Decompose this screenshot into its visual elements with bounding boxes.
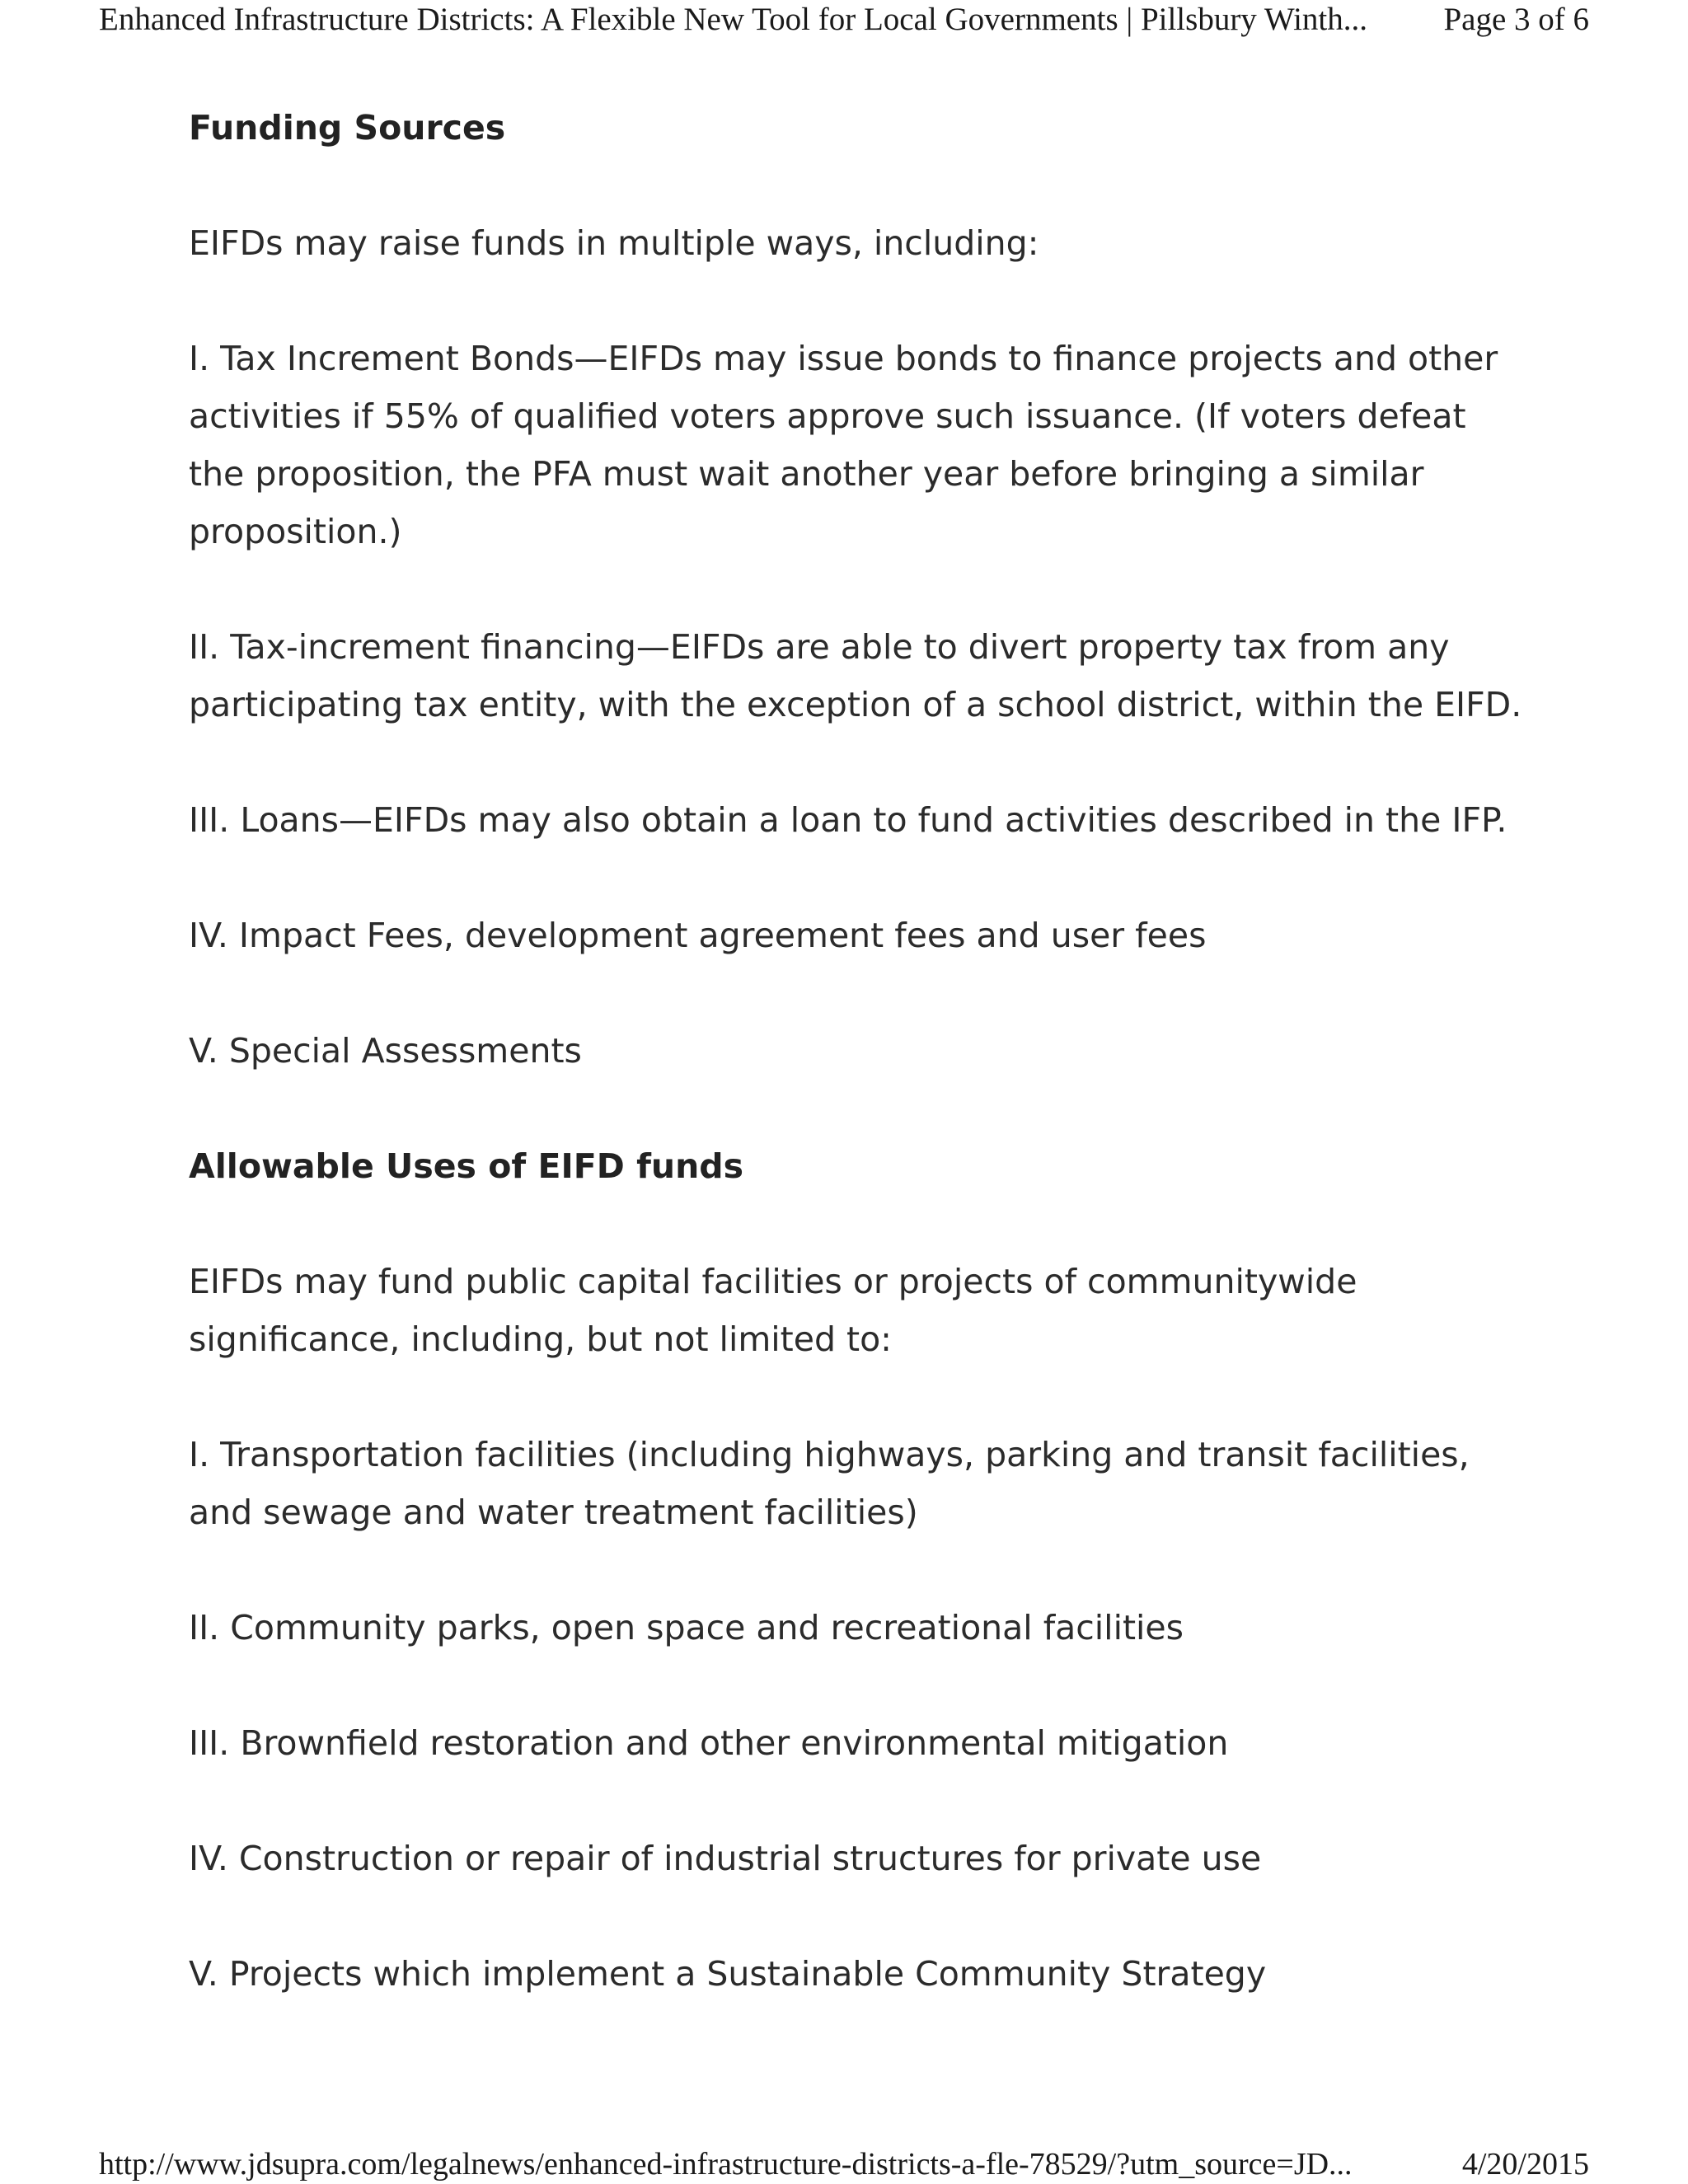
print-header: [99, 0, 1589, 41]
article-body: [189, 99, 1524, 2003]
uses-item-2: II. Community parks, open space and recreational facilities: [189, 1608, 1184, 1647]
funding-item-4: IV. Impact Fees, development agreement fees and user fees: [189, 916, 1207, 955]
funding-sources-heading: Funding Sources: [189, 108, 506, 148]
print-footer: [99, 2145, 1589, 2184]
print-footer-date: 4/20/2015: [1461, 2147, 1589, 2182]
funding-item-1: I. Tax Increment Bonds—EIFDs may issue bonds to finance projects and other activities if 55% of qualified voters approve such issuance. (If voters defeat the proposition, the PFA must wait another year before bringing a similar proposition.): [189, 339, 1498, 551]
allowable-uses-heading: Allowable Uses of EIFD funds: [189, 1146, 744, 1186]
funding-item-3: III. Loans—EIFDs may also obtain a loan to fund activities described in the IFP.: [189, 800, 1507, 840]
uses-item-4: IV. Construction or repair of industrial structures for private use: [189, 1839, 1262, 1878]
uses-item-1: I. Transportation facilities (including highways, parking and transit facilities, and sewage and water treatment facilities): [189, 1435, 1470, 1532]
funding-item-5: V. Special Assessments: [189, 1031, 582, 1071]
print-footer-url: http://www.jdsupra.com/legalnews/enhanced-infrastructure-districts-a-fle-78529/?utm_source=JD...: [99, 2147, 1353, 2182]
funding-item-2: II. Tax-increment financing—EIFDs are able to divert property tax from any participating tax entity, with the exception of a school district, within the EIFD.: [189, 627, 1522, 724]
print-header-page-number: Page 3 of 6: [1443, 2, 1589, 37]
funding-intro: EIFDs may raise funds in multiple ways, including:: [189, 223, 1039, 263]
uses-item-3: III. Brownfield restoration and other environmental mitigation: [189, 1723, 1229, 1763]
uses-intro: EIFDs may fund public capital facilities or projects of communitywide significance, including, but not limited to:: [189, 1262, 1357, 1359]
print-header-title: Enhanced Infrastructure Districts: A Flexible New Tool for Local Governments | Pillsbury Winth...: [99, 2, 1368, 37]
uses-item-5: V. Projects which implement a Sustainable Community Strategy: [189, 1954, 1267, 1994]
